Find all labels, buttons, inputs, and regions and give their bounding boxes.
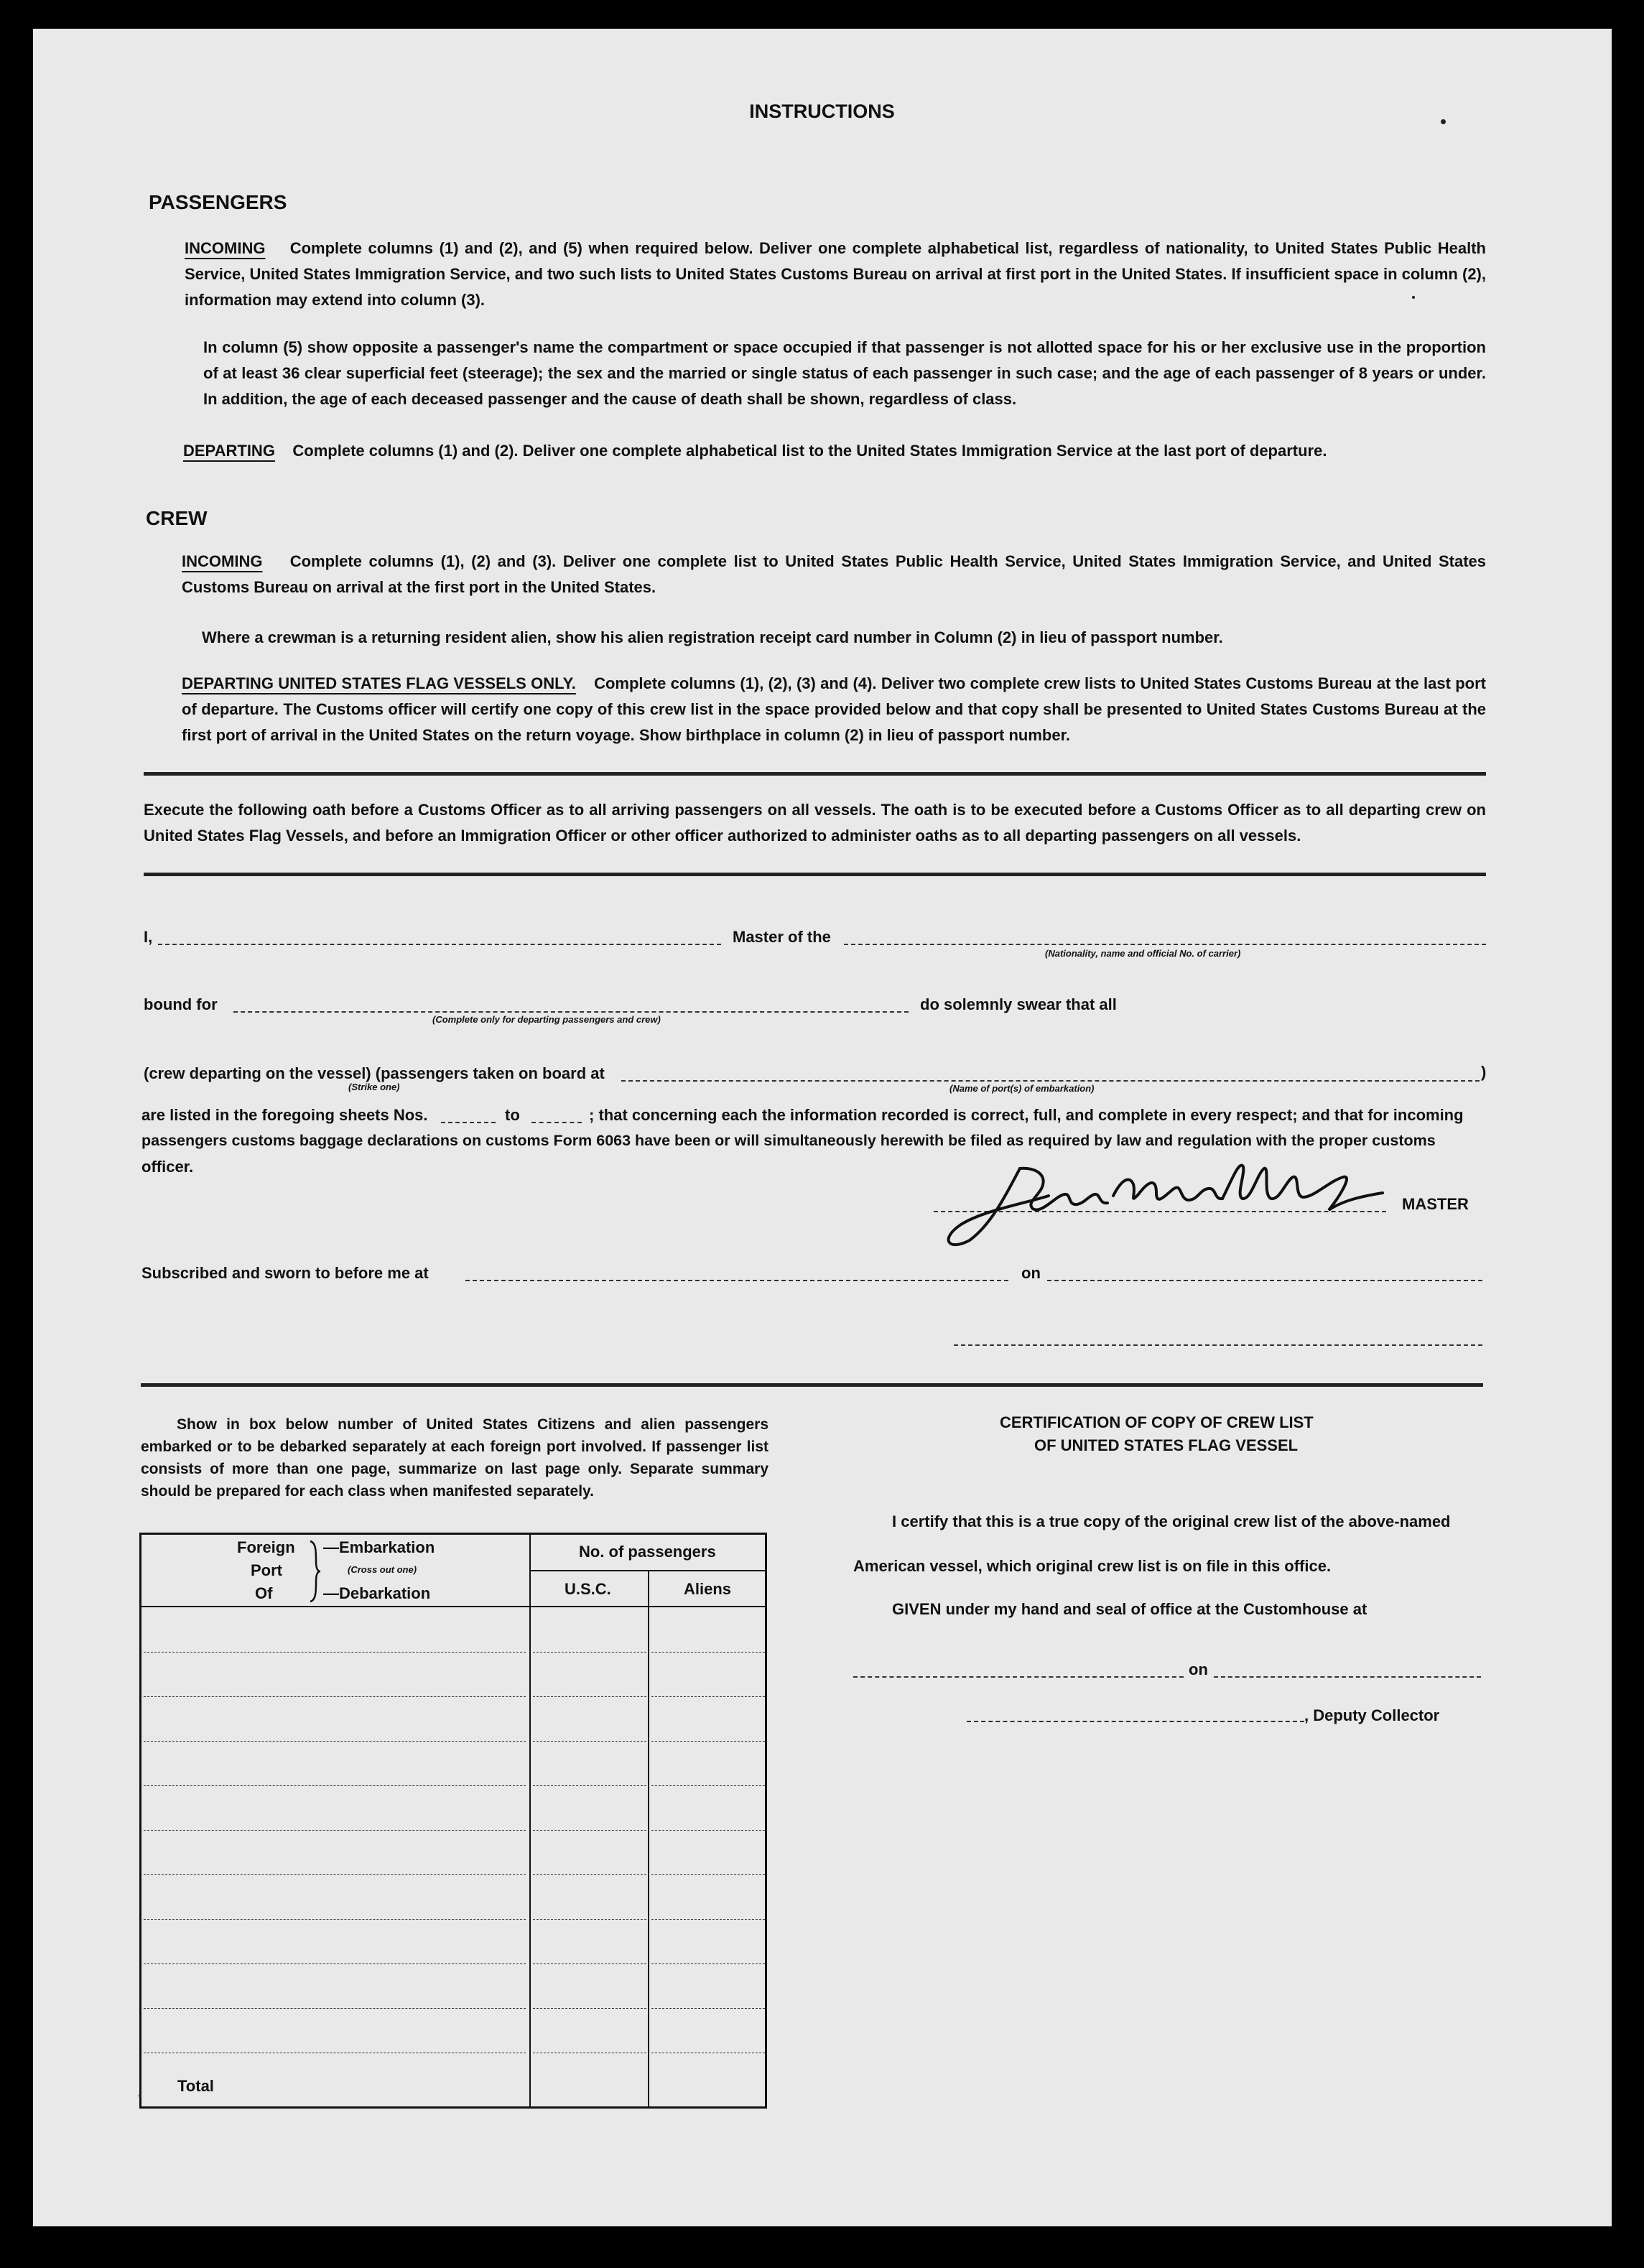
master-name-field[interactable] [158, 944, 721, 945]
summary-entry-row[interactable] [144, 1874, 526, 1875]
certification-on-label: on [1189, 1660, 1208, 1678]
master-label: MASTER [1402, 1195, 1469, 1213]
stray-mark [1412, 296, 1415, 299]
bound-for-field[interactable] [233, 1011, 909, 1013]
table-header-rule [139, 1606, 767, 1607]
crew-departing-paragraph [182, 671, 1486, 748]
summary-entry-row[interactable] [651, 1741, 765, 1742]
crew-departing-label: DEPARTING UNITED STATES FLAG VESSELS ONLY. [182, 674, 576, 692]
summary-entry-row[interactable] [651, 1919, 765, 1920]
embarkation-port-field[interactable] [621, 1080, 1480, 1082]
sworn-place-field[interactable] [465, 1280, 1008, 1281]
sheet-to-field[interactable] [531, 1122, 582, 1123]
divider-rule [141, 1383, 1483, 1387]
cross-out-note: (Cross out one) [348, 1564, 417, 1575]
certification-title-line1: CERTIFICATION OF COPY OF CREW LIST [1000, 1413, 1314, 1431]
passengers-departing-paragraph [183, 438, 1486, 464]
certification-line1: I certify that this is a true copy of the original crew list of the above-named [892, 1512, 1451, 1530]
page-title: INSTRUCTIONS [749, 101, 895, 122]
port-label: Port [251, 1561, 282, 1579]
strike-one-note: (Strike one) [348, 1082, 400, 1092]
embarkation-label: —Embarkation [323, 1538, 435, 1556]
to-label: to [505, 1106, 520, 1124]
stray-mark [1441, 119, 1446, 124]
summary-entry-row[interactable] [651, 1963, 765, 1964]
master-of-label: Master of the [733, 928, 831, 946]
passengers-incoming-paragraph [185, 236, 1486, 313]
crew-heading: CREW [146, 507, 208, 529]
table-column-rule [529, 1533, 531, 2109]
deputy-signature-field[interactable] [967, 1721, 1304, 1722]
summary-entry-row[interactable] [533, 1785, 646, 1786]
summary-entry-row[interactable] [651, 1830, 765, 1831]
passengers-incoming-label: INCOMING [185, 239, 266, 257]
stray-mark [139, 2094, 141, 2097]
passengers-heading: PASSENGERS [149, 191, 287, 213]
passengers-departing-text: Complete columns (1) and (2). Deliver one complete alphabetical list to the United States Immigration Service at the last port of departure. [292, 442, 1327, 460]
crew-resident-alien-paragraph: Where a crewman is a returning resident alien, show his alien registration receipt card number in Column (2) in lieu of passport number. [202, 628, 1223, 646]
summary-entry-row[interactable] [651, 1785, 765, 1786]
deputy-collector-label: , Deputy Collector [1304, 1706, 1440, 1724]
certification-line3: GIVEN under my hand and seal of office at the Customhouse at [892, 1600, 1367, 1618]
summary-entry-row[interactable] [144, 1919, 526, 1920]
usc-column-header: U.S.C. [565, 1580, 611, 1598]
crew-departing-text: Complete columns (1), (2), (3) and (4). Deliver two complete crew lists to United States Customs Bureau at the last port of departure. The Customs officer will certify one copy of this crew list in the space provided below and that copy shall be presented to United States Customs Bureau at the first port of arrival in the United States on the return voyage. Show birthplace in column (2) in lieu of passport number. [182, 674, 1486, 744]
divider-rule [144, 772, 1486, 776]
summary-entry-row[interactable] [144, 1652, 526, 1653]
nationality-note: (Nationality, name and official No. of carrier) [1045, 948, 1241, 959]
swear-text: do solemnly swear that all [920, 995, 1117, 1013]
debarkation-label: —Debarkation [323, 1584, 431, 1602]
summary-entry-row[interactable] [144, 1785, 526, 1786]
of-label: Of [255, 1584, 273, 1602]
listed-line3: officer. [141, 1158, 194, 1176]
summary-entry-row[interactable] [651, 2008, 765, 2009]
summary-entry-row[interactable] [651, 1696, 765, 1697]
foreign-label: Foreign [237, 1538, 295, 1556]
passengers-incoming-text: Complete columns (1) and (2), and (5) when required below. Deliver one complete alphabetical list, regardless of nationality, to United States Public Health Service, United States Immigration Service, and two such lists to United States Customs Bureau on arrival at first port in the United States. If insufficient space in column (2), information may extend into column (3). [185, 239, 1486, 309]
crew-incoming-paragraph [182, 549, 1486, 600]
summary-entry-row[interactable] [533, 1652, 646, 1653]
listed-line2: passengers customs baggage declarations on customs Form 6063 have been or will simultaneously herewith be filed as required by law and regulation with the proper customs [141, 1132, 1436, 1149]
master-signature [941, 1153, 1386, 1253]
summary-entry-row[interactable] [533, 1741, 646, 1742]
summary-entry-row[interactable] [533, 1963, 646, 1964]
no-of-passengers-label: No. of passengers [579, 1543, 716, 1561]
vessel-field[interactable] [844, 944, 1486, 945]
crew-departing-text: (crew departing on the vessel) (passengers taken on board at [144, 1064, 605, 1082]
brace-icon [307, 1540, 322, 1603]
passengers-departing-label: DEPARTING [183, 442, 275, 460]
summary-entry-row[interactable] [144, 1696, 526, 1697]
certification-title-line2: OF UNITED STATES FLAG VESSEL [1034, 1436, 1299, 1454]
bound-for-label: bound for [144, 995, 218, 1013]
crew-incoming-label: INCOMING [182, 552, 263, 570]
summary-entry-row[interactable] [144, 1741, 526, 1742]
summary-entry-row[interactable] [533, 1696, 646, 1697]
sheet-from-field[interactable] [441, 1122, 496, 1123]
table-column-rule [648, 1570, 649, 2109]
subscribed-label: Subscribed and sworn to before me at [141, 1264, 429, 1282]
close-paren: ) [1481, 1063, 1487, 1081]
crew-incoming-text: Complete columns (1), (2) and (3). Deliver one complete list to United States Public Health Service, United States Immigration Service, and United States Customs Bureau on arrival at the first port in the United States. [182, 552, 1487, 596]
aliens-column-header: Aliens [684, 1580, 732, 1598]
summary-entry-row[interactable] [651, 1652, 765, 1653]
summary-entry-row[interactable] [533, 1874, 646, 1875]
divider-rule [144, 873, 1486, 876]
total-label: Total [177, 2077, 214, 2095]
sworn-date-field[interactable] [1047, 1280, 1482, 1281]
summary-entry-row[interactable] [533, 2008, 646, 2009]
listed-start: are listed in the foregoing sheets Nos. [141, 1106, 428, 1124]
listed-rest: ; that concerning each the information recorded is correct, full, and complete in every respect; and that for incoming [589, 1106, 1464, 1124]
certification-date-field[interactable] [1214, 1676, 1481, 1678]
bound-note: (Complete only for departing passengers and crew) [432, 1014, 661, 1025]
summary-entry-row[interactable] [533, 1830, 646, 1831]
passenger-summary-table [139, 1533, 767, 2109]
summary-entry-row[interactable] [144, 1963, 526, 1964]
summary-entry-row[interactable] [144, 2008, 526, 2009]
summary-entry-row[interactable] [144, 1830, 526, 1831]
oath-instructions: Execute the following oath before a Customs Officer as to all arriving passengers on all vessels. The oath is to be executed before a Customs Officer as to all departing crew on United States Flag Vessels, and before an Immigration Officer or other officer authorized to administer oaths as to all departing passengers on all vessels. [144, 801, 1486, 845]
ports-note: (Name of port(s) of embarkation) [949, 1083, 1095, 1094]
summary-entry-row[interactable] [533, 1919, 646, 1920]
sworn-on-label: on [1021, 1264, 1041, 1282]
officer-signature-field[interactable] [954, 1344, 1482, 1346]
summary-entry-row[interactable] [651, 1874, 765, 1875]
summary-intro: Show in box below number of United States Citizens and alien passengers embarked or to be debarked separately at each foreign port involved. If passenger list consists of more than one page, summarize on last page only. Separate summary should be prepared for each class when manifested separately. [141, 1416, 768, 1500]
passengers-column5-paragraph: In column (5) show opposite a passenger's name the compartment or space occupied if that passenger is not allotted space for his or her exclusive use in the proportion of at least 36 clear superficial feet (steerage); the sex and the married or single status of each passenger in such case; and the age of each passenger of 8 years or under. In addition, the age of each deceased passenger and the cause of death shall be shown, regardless of class. [203, 338, 1486, 408]
certification-line2: American vessel, which original crew list is on file in this office. [853, 1557, 1332, 1575]
oath-i-label: I, [144, 928, 153, 946]
customhouse-field[interactable] [853, 1676, 1184, 1678]
